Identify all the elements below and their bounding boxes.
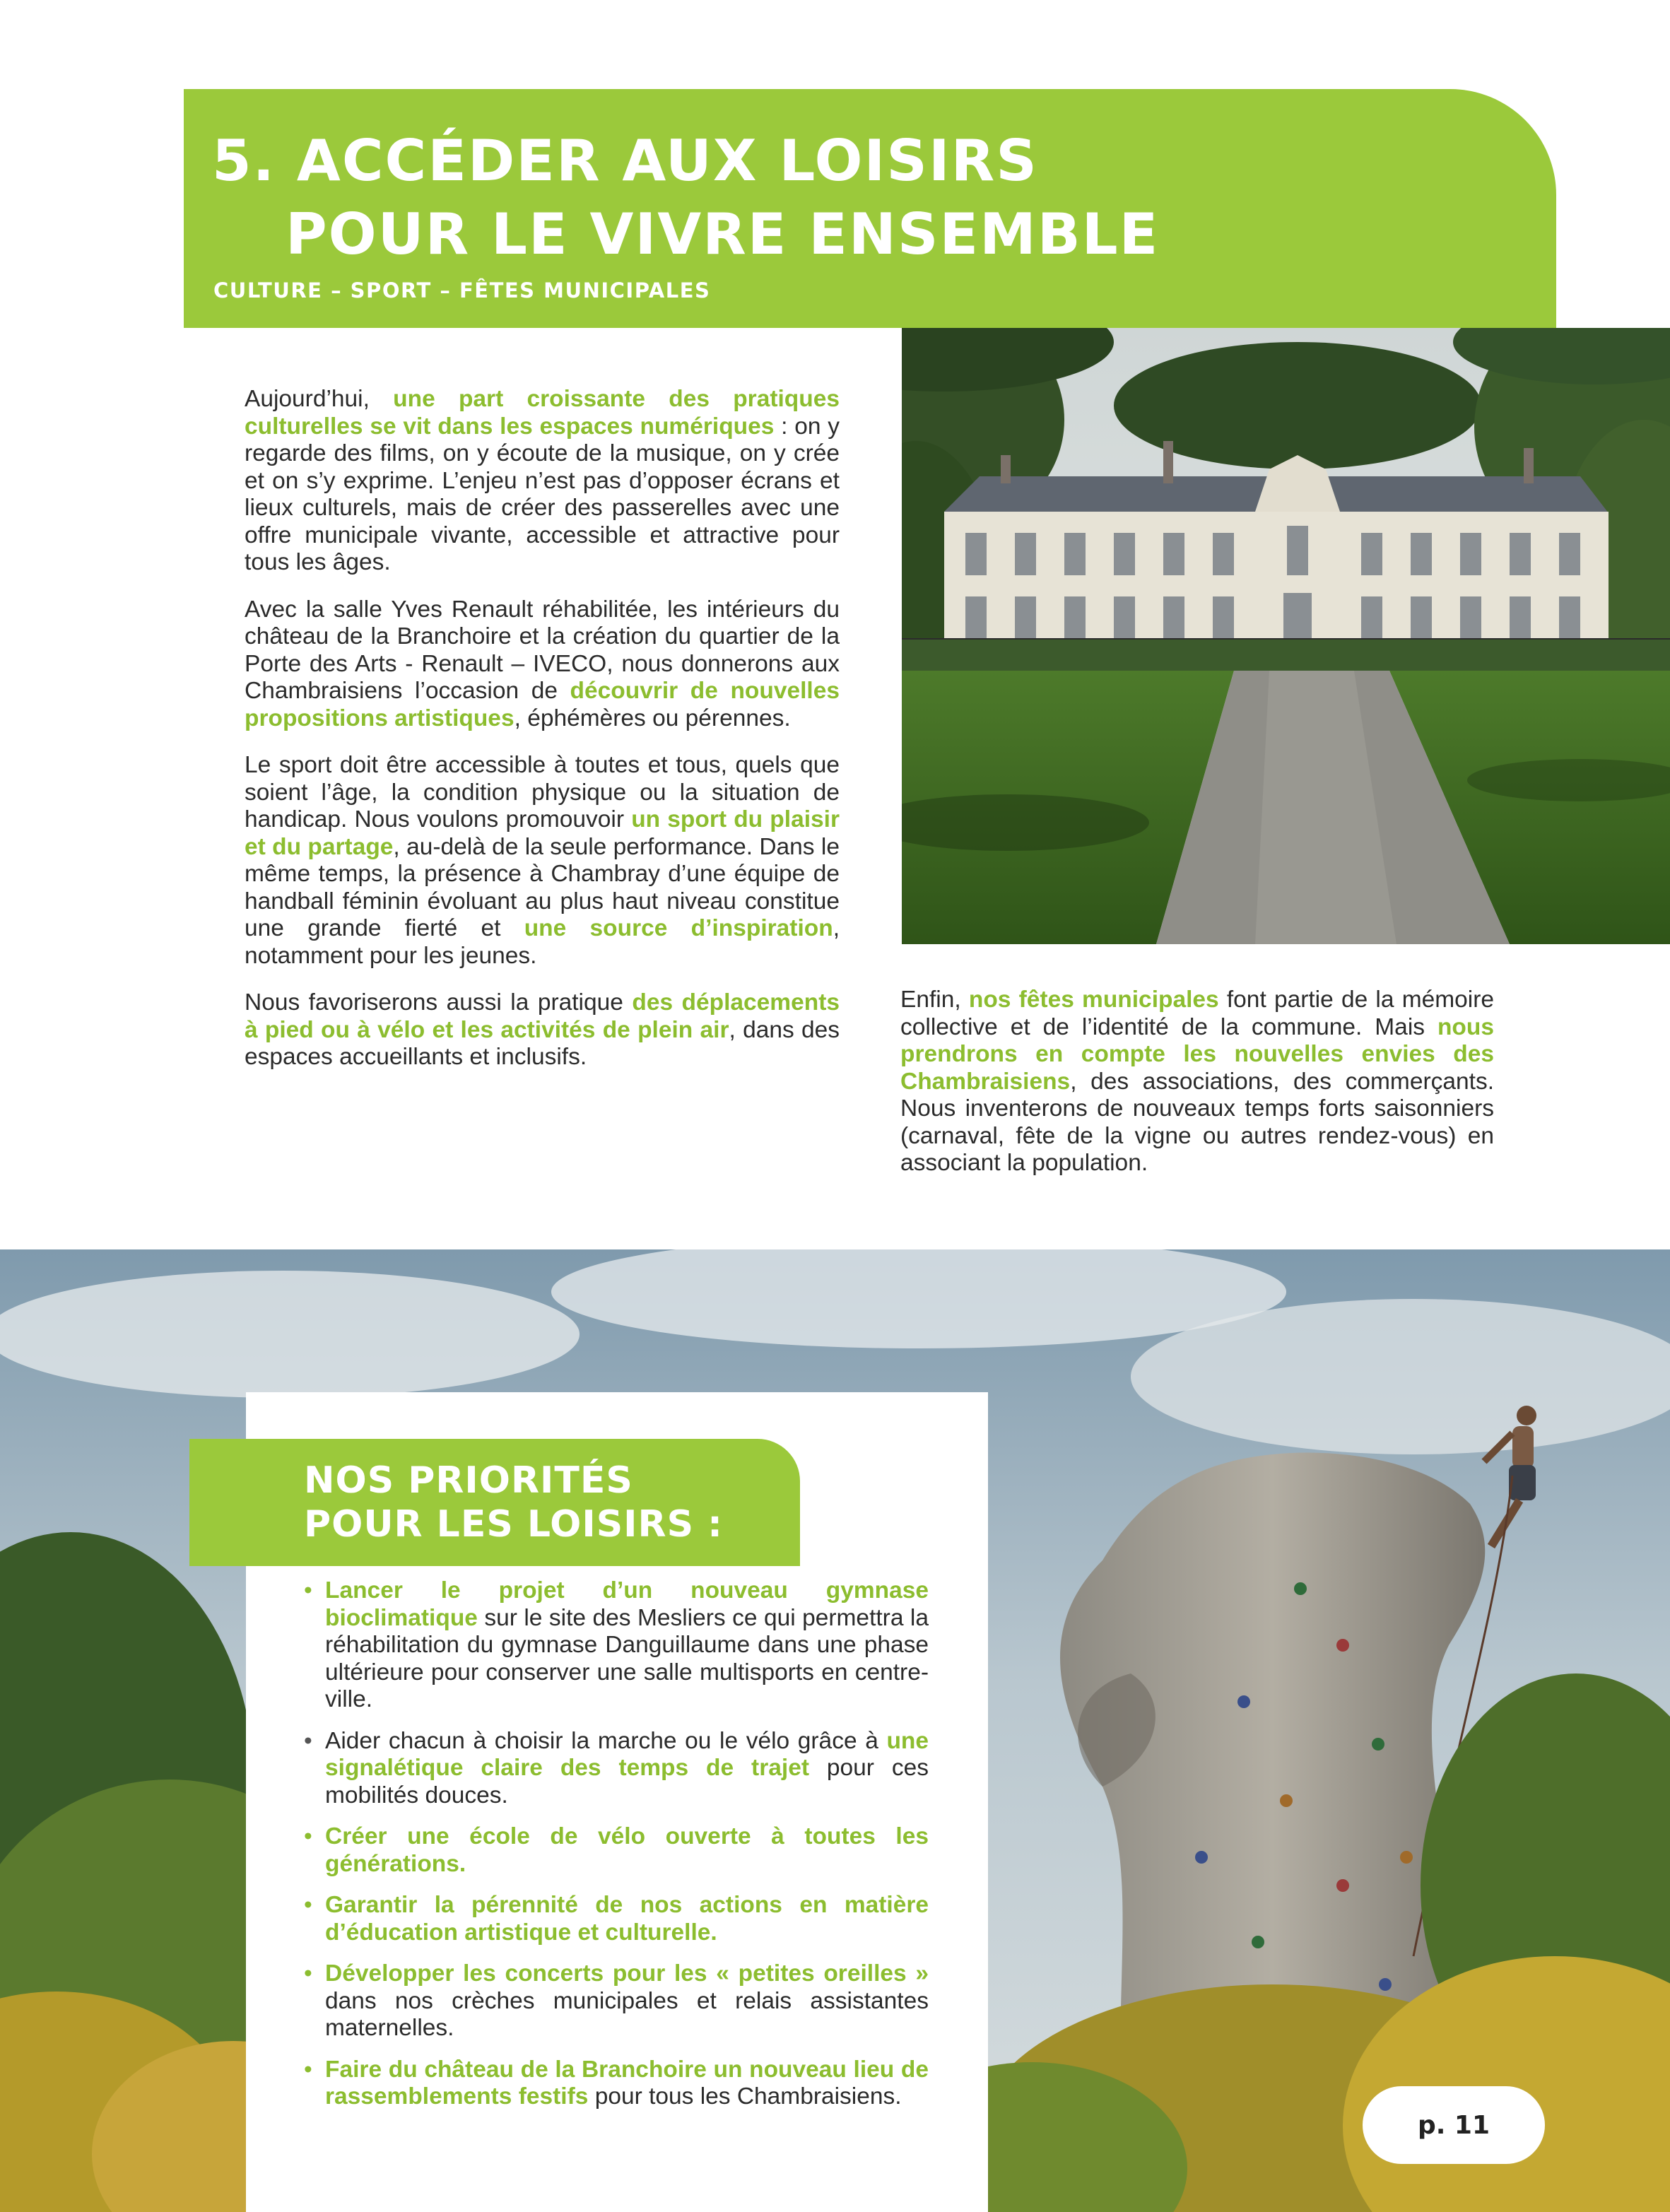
title-line-1: 5. ACCÉDER AUX LOISIRS [212, 128, 1038, 194]
bullet: • [304, 2056, 312, 2083]
festivities-column [900, 987, 1494, 1177]
paragraph-venues: Avec la salle Yves Renault réhabilitée, les intérieurs du château de la Branchoire et la création du quartier de la Porte des Arts - Renault – IVECO, nous donnerons aux Chambraisiens l’occasion de découvrir de nouvelles propositions artistiques, éphémères ou pérennes. [245, 596, 840, 731]
highlight-text: des déplacements à pied ou à vélo et les activités de plein air [245, 989, 840, 1043]
paragraph-mobility: Nous favoriserons aussi la pratique des déplacements à pied ou à vélo et les activités de plein air, dans des espaces accueillants et inclusifs. [245, 989, 840, 1070]
section-title [212, 124, 1159, 271]
paragraph-culture: Aujourd’hui, une part croissante des pratiques culturelles se vit dans les espaces numériques : on y regarde des films, on y écoute de la musique, on y crée et on s’y exprime. L’enjeu n’est pas d’opposer écrans et lieux culturels, mais de créer des passerelles avec une offre municipale vivante, accessible et attractive pour tous les âges. [245, 386, 840, 575]
page-number: p. 11 [1363, 2086, 1545, 2164]
paragraph-sport: Le sport doit être accessible à toutes et tous, quels que soient l’âge, la condition physique ou la situation de handicap. Nous voulons promouvoir un sport du plaisir et du partage, au-delà de la seule performance. Dans le même temps, la présence à Chambray d’une équipe de handball féminin évoluant au plus haut niveau constitue une grande fierté et une source d’inspiration, notamment pour les jeunes. [245, 752, 840, 969]
highlight-text: un sport du plaisir et du partage [245, 806, 840, 860]
chateau-photo [902, 328, 1670, 944]
priority-item: • Développer les concerts pour les « petites oreilles » dans nos crèches municipales et relais assistantes maternelles. [304, 1960, 929, 2041]
highlight-text: une part croissante des pratiques culturelles se vit dans les espaces numériques [245, 386, 840, 440]
priority-item: • Lancer le projet d’un nouveau gymnase bioclimatique sur le site des Mesliers ce qui permettra la réhabilitation du gymnase Danguillaume dans une phase ultérieure pour conserver une salle multisports en centre-ville. [304, 1577, 929, 1712]
title-line-2: POUR LE VIVRE ENSEMBLE [286, 201, 1160, 267]
highlight-text: nous prendrons en compte les nouvelles envies des Chambraisiens [900, 1013, 1494, 1095]
section-header [184, 89, 1556, 328]
priority-item: • Garantir la pérennité de nos actions en matière d’éducation artistique et culturelle. [304, 1892, 929, 1946]
priority-item: • Créer une école de vélo ouverte à toutes les générations. [304, 1823, 929, 1877]
intro-column [245, 386, 840, 1091]
bullet: • [304, 1577, 312, 1604]
priorities-title: NOS PRIORITÉS POUR LES LOISIRS : [304, 1459, 723, 1546]
bullet: • [304, 1727, 312, 1754]
priority-item: • Aider chacun à choisir la marche ou le vélo grâce à une signalétique claire des temps de trajet pour ces mobilités douces. [304, 1727, 929, 1808]
section-subtitle: CULTURE – SPORT – FÊTES MUNICIPALES [213, 278, 711, 302]
highlight-text: une source d’inspiration [524, 915, 833, 941]
highlight-text: découvrir de nouvelles propositions artistiques [245, 678, 840, 731]
bullet: • [304, 1960, 312, 1987]
paragraph-festivities: Enfin, nos fêtes municipales font partie de la mémoire collective et de l’identité de la commune. Mais nous prendrons en compte les nouvelles envies des Chambraisiens, des associations, des commerçants. Nous inventerons de nouveaux temps forts saisonniers (carnaval, fête de la vigne ou autres rendez-vous) en associant la population. [900, 987, 1494, 1176]
chateau-illustration [902, 328, 1670, 944]
priorities-list [304, 1577, 929, 2125]
bullet: • [304, 1892, 312, 1918]
bullet: • [304, 1823, 312, 1849]
priority-item: • Faire du château de la Branchoire un nouveau lieu de rassemblements festifs pour tous les Chambraisiens. [304, 2056, 929, 2110]
priorities-heading [189, 1439, 800, 1566]
highlight-text: nos fêtes municipales [968, 987, 1219, 1013]
